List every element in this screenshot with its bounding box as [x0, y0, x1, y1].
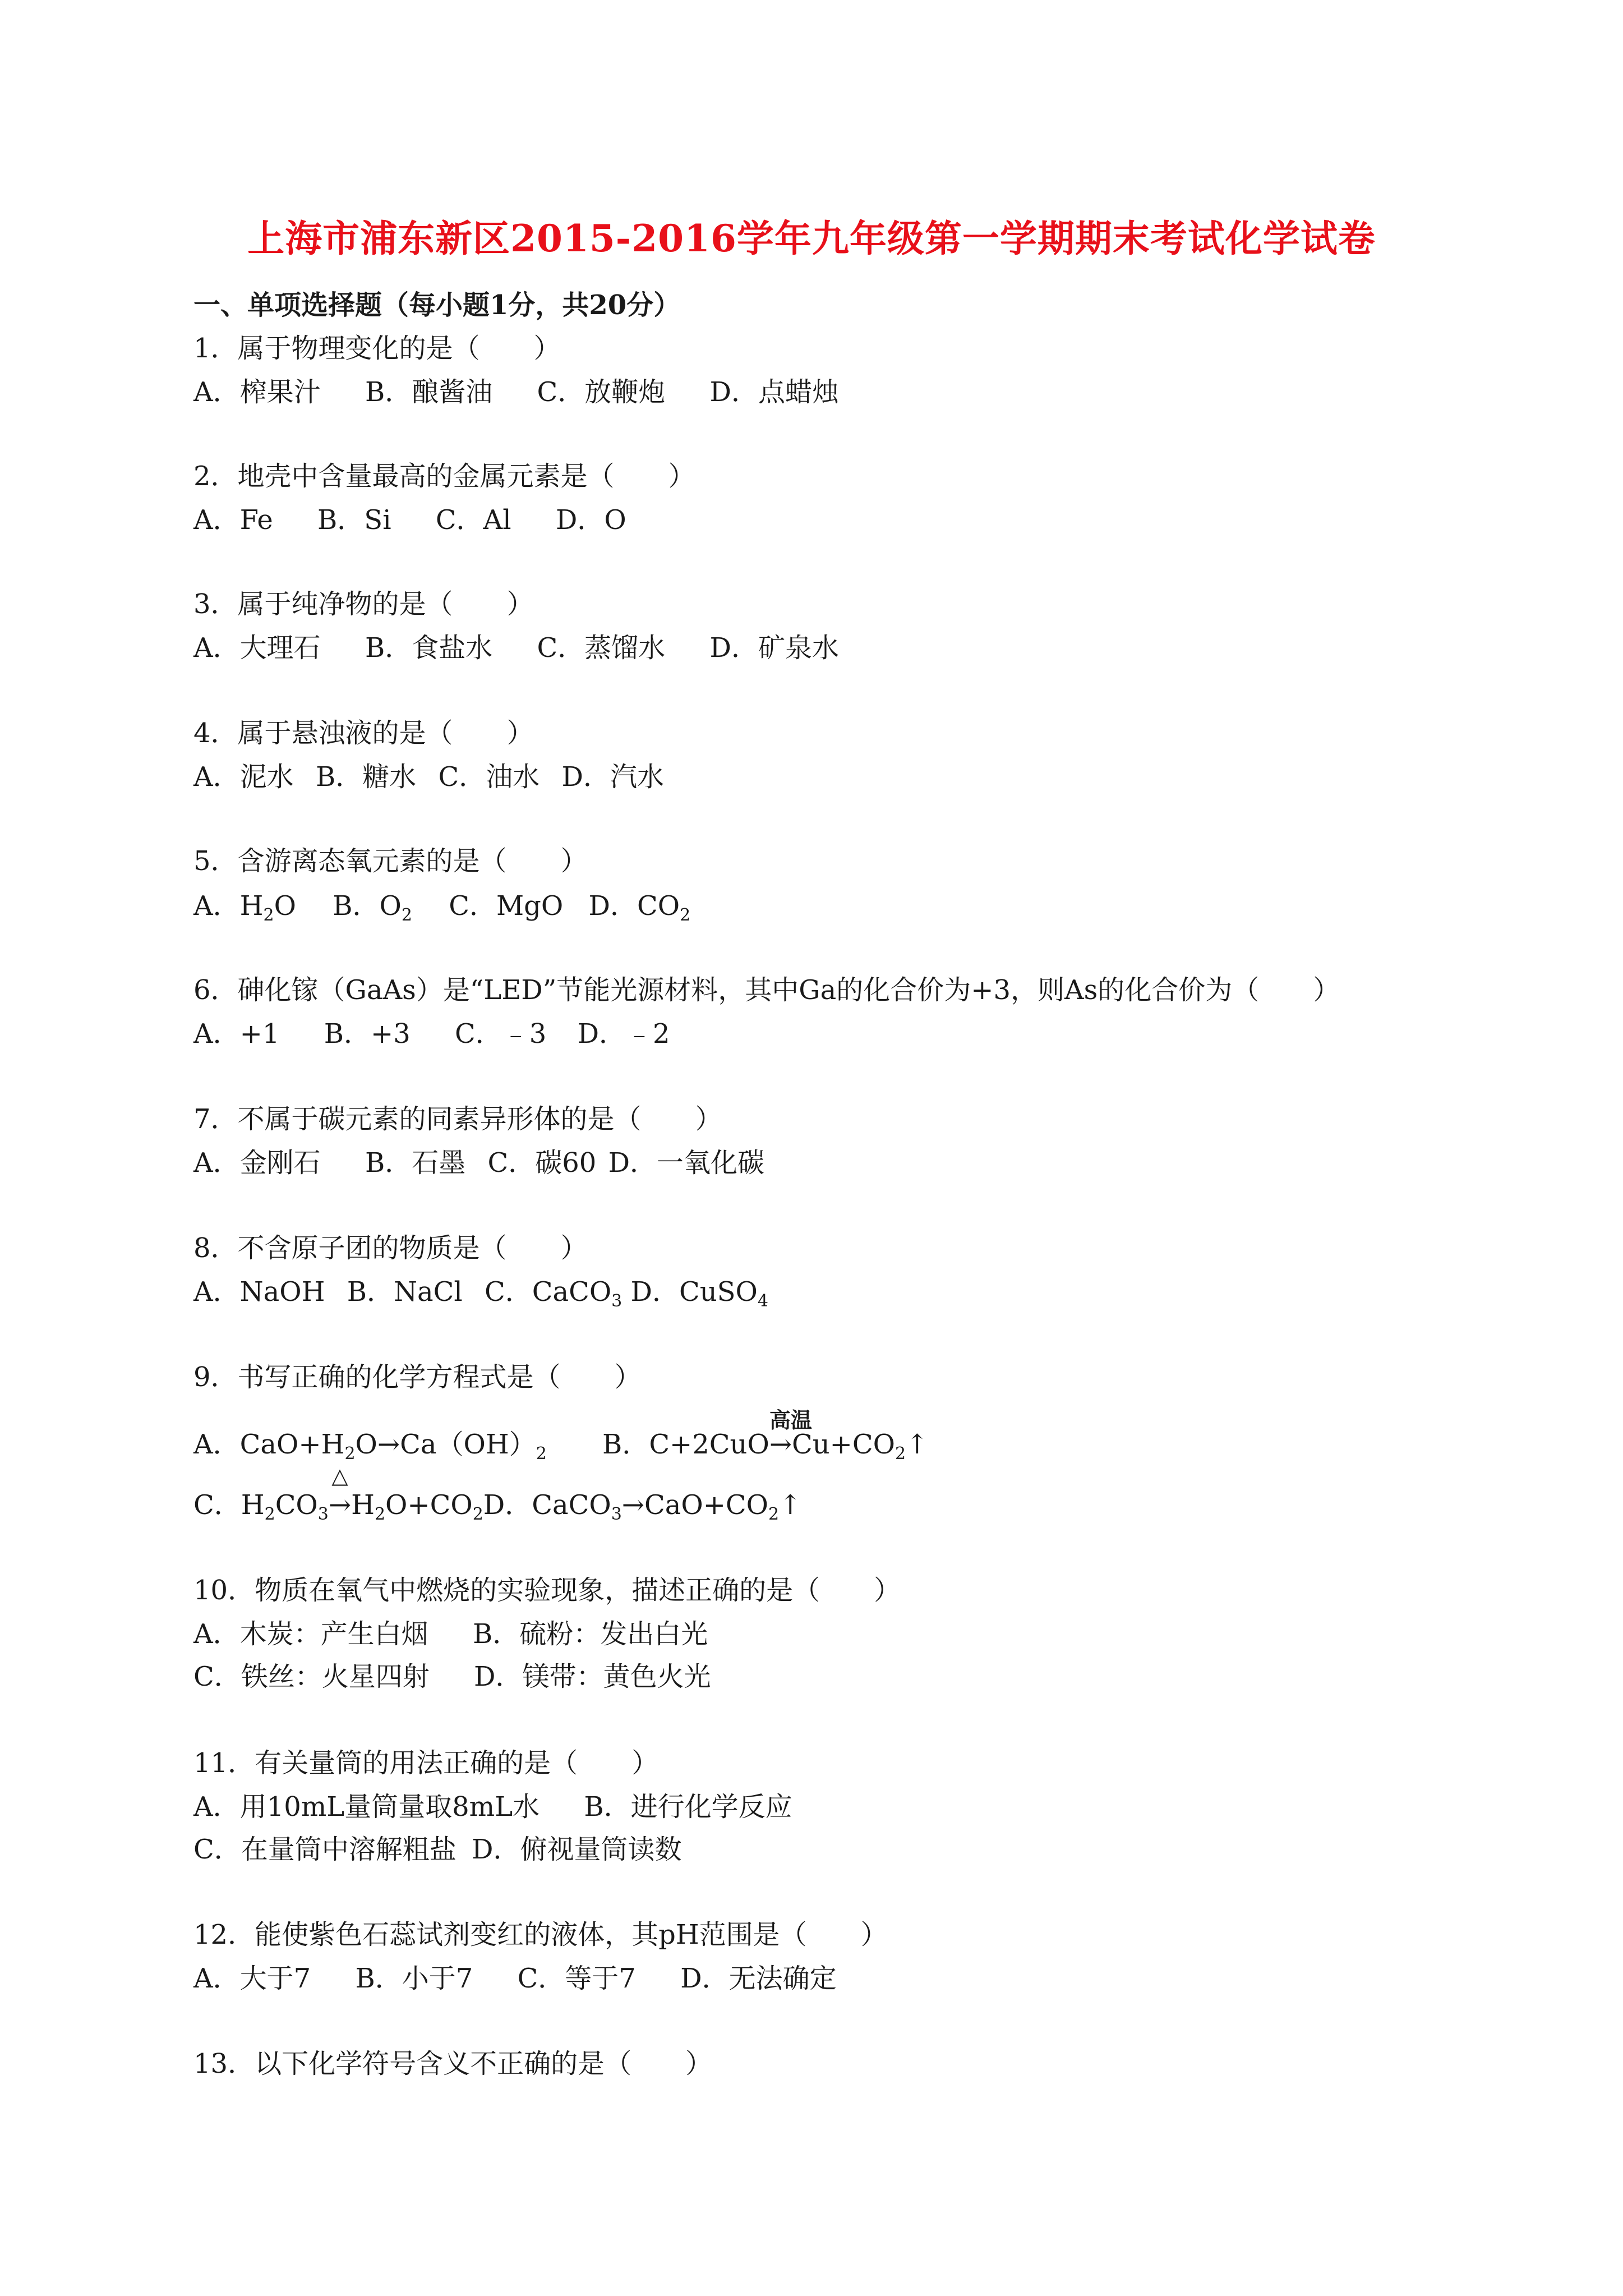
option-d[interactable]: D．一氧化碳 [608, 1147, 765, 1179]
option-b[interactable]: B．+3 [324, 1018, 411, 1050]
option-b[interactable]: B．酿酱油 [365, 376, 493, 408]
option-a[interactable]: A．木炭：产生白烟 [193, 1618, 428, 1650]
option-a[interactable]: A．大理石 [193, 632, 321, 664]
question-8-options [193, 1270, 768, 1311]
option-c[interactable]: C．蒸馏水 [537, 632, 666, 664]
option-b[interactable]: B．进行化学反应 [584, 1791, 792, 1823]
option-d[interactable]: D．O [555, 504, 626, 536]
question-4-options [193, 755, 664, 794]
question-2-stem: 2．地壳中含量最高的金属元素是（ ） [193, 461, 695, 492]
question-9-options-row-1 [193, 1408, 929, 1464]
question-3-stem: 3．属于纯净物的是（ ） [193, 588, 534, 620]
question-5-stem: 5．含游离态氧元素的是（ ） [193, 845, 588, 877]
option-c[interactable]: C．$H_2CO_3$ △ $\to H_2O+CO_2$ [193, 1464, 483, 1524]
question-12-options [193, 1957, 837, 1995]
option-c[interactable]: C．Al [435, 504, 511, 536]
question-5-options [193, 884, 690, 925]
question-7-options [193, 1141, 764, 1180]
question-11-stem: 11．有关量筒的用法正确的是（ ） [193, 1747, 659, 1779]
question-4-stem: 4．属于悬浊液的是（ ） [193, 717, 534, 749]
option-c[interactable]: C．MgO [449, 890, 564, 922]
option-b[interactable]: B．NaCl [347, 1276, 463, 1308]
question-10-options-row-2 [193, 1655, 711, 1694]
question-8-stem: 8．不含原子团的物质是（ ） [193, 1232, 588, 1264]
option-d[interactable]: D．点蜡烛 [709, 376, 839, 408]
option-a[interactable]: A．$H_2O$ [193, 890, 296, 925]
option-d[interactable]: D．矿泉水 [709, 632, 839, 664]
question-6-stem: 6．砷化镓（GaAs）是“LED”节能光源材料，其中Ga的化合价为+3，则As的化合价为（ ） [193, 974, 1340, 1006]
question-10-stem: 10．物质在氧气中燃烧的实验现象，描述正确的是（ ） [193, 1575, 901, 1606]
question-11-options-row-1 [193, 1785, 792, 1824]
option-a[interactable]: A．金刚石 [193, 1147, 321, 1179]
option-c[interactable]: C．铁丝：火星四射 [193, 1661, 430, 1692]
question-1-options [193, 370, 839, 409]
option-a[interactable]: A．+1 [193, 1018, 280, 1050]
option-b[interactable]: B．$O_2$ [333, 890, 412, 925]
option-a[interactable]: A．Fe [193, 504, 273, 536]
option-a[interactable]: A．榨果汁 [193, 376, 321, 408]
option-d[interactable]: D．$CO_2$ [588, 890, 691, 925]
option-b[interactable]: B．糖水 [315, 761, 417, 793]
question-12-stem: 12．能使紫色石蕊试剂变红的液体，其pH范围是（ ） [193, 1919, 888, 1950]
option-b[interactable]: B．小于7 [355, 1963, 473, 1994]
question-1-stem: 1．属于物理变化的是（ ） [193, 333, 561, 364]
option-a[interactable]: A．NaOH [193, 1276, 325, 1308]
option-d[interactable]: D．汽水 [561, 761, 664, 793]
option-d[interactable]: D．无法确定 [680, 1963, 837, 1994]
section-heading: 一、单项选择题（每小题1分，共20分） [193, 289, 681, 321]
gas-arrow-icon: ↑ [779, 1489, 802, 1521]
reaction-condition-high-temp: 高温 → [769, 1408, 812, 1460]
option-c[interactable]: C．在量筒中溶解粗盐 [193, 1834, 457, 1865]
option-c[interactable]: C．放鞭炮 [537, 376, 666, 408]
question-3-options [193, 626, 839, 665]
question-13-stem: 13．以下化学符号含义不正确的是（ ） [193, 2048, 713, 2079]
question-11-options-row-2 [193, 1828, 682, 1866]
option-a[interactable]: A．用10mL量筒量取8mL水 [193, 1791, 540, 1823]
option-c[interactable]: C．CaCO$_3$ [485, 1276, 623, 1311]
option-c[interactable]: C．等于7 [517, 1963, 636, 1994]
option-b[interactable]: B．Si [317, 504, 391, 536]
option-d[interactable]: D．﹣2 [577, 1018, 670, 1050]
exam-title: 上海市浦东新区2015-2016学年九年级第一学期期末考试化学试卷 [247, 217, 1376, 260]
question-6-options [193, 1012, 670, 1051]
question-10-options-row-1 [193, 1612, 708, 1651]
option-c[interactable]: C．碳60 [487, 1147, 597, 1179]
option-d[interactable]: D．$CaCO_3\to CaO+CO_2↑$ [483, 1489, 802, 1524]
option-a[interactable]: A．大于7 [193, 1963, 311, 1994]
question-2-options [193, 498, 626, 537]
option-c[interactable]: C．﹣3 [455, 1018, 547, 1050]
option-a[interactable]: A．泥水 [193, 761, 294, 793]
option-d[interactable]: D．俯视量筒读数 [472, 1834, 682, 1865]
question-9-options-row-2 [193, 1464, 802, 1524]
gas-arrow-icon: ↑ [906, 1429, 929, 1460]
reaction-condition-heat: △ → [328, 1464, 352, 1521]
question-9-stem: 9．书写正确的化学方程式是（ ） [193, 1361, 642, 1393]
question-7-stem: 7．不属于碳元素的同素异形体的是（ ） [193, 1103, 722, 1135]
option-d[interactable]: D．CuSO$_4$ [630, 1276, 768, 1311]
option-b[interactable]: B．食盐水 [365, 632, 493, 664]
option-c[interactable]: C．油水 [438, 761, 540, 793]
option-b[interactable]: B．石墨 [365, 1147, 466, 1179]
option-b[interactable]: B．C+2CuO 高温 $\to Cu+CO_2↑$ [602, 1408, 929, 1464]
option-b[interactable]: B．硫粉：发出白光 [472, 1618, 708, 1650]
option-a[interactable]: A．$CaO+H_2O\to Ca(OH)_2$ [193, 1429, 547, 1464]
option-d[interactable]: D．镁带：黄色火光 [474, 1661, 711, 1692]
